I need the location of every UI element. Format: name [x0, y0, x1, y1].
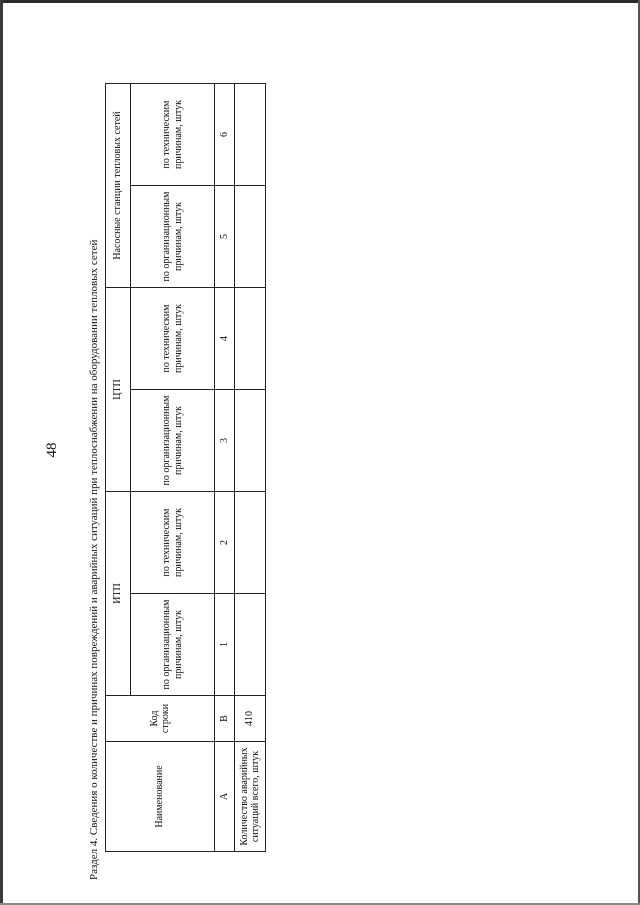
column-letter: 1	[215, 594, 235, 696]
column-letter: 5	[215, 186, 235, 288]
ctp-organizational-header: по организационным причинам, штук	[131, 390, 215, 492]
code-header: Код строки	[106, 696, 215, 742]
column-letter-row	[215, 84, 235, 852]
scan-edge-left	[0, 0, 3, 905]
value-cell	[235, 390, 266, 492]
rotated-page-content	[40, 20, 640, 880]
column-letter: 2	[215, 492, 235, 594]
column-letter: 4	[215, 288, 235, 390]
group-header-itp: ИТП	[106, 492, 131, 696]
column-letter: 6	[215, 84, 235, 186]
row-name: Количество аварийных ситуаций всего, штук	[235, 742, 266, 852]
group-header-pump-stations: Насосные станции тепловых сетей	[106, 84, 131, 288]
column-letter: 3	[215, 390, 235, 492]
page-number: 48	[44, 442, 60, 458]
value-cell	[235, 186, 266, 288]
ctp-technical-header: по техническим причинам, штук	[131, 288, 215, 390]
pump-organizational-header: по организационным причинам, штук	[131, 186, 215, 288]
column-letter: А	[215, 742, 235, 852]
value-cell	[235, 594, 266, 696]
name-header: Наименование	[106, 742, 215, 852]
value-cell	[235, 288, 266, 390]
header-row-groups	[106, 84, 131, 852]
section-title: Раздел 4. Сведения о количестве и причинах повреждений и аварийных ситуаций при теплоснабжении на оборудовании тепловых сетей	[88, 239, 100, 880]
column-letter: В	[215, 696, 235, 742]
value-cell	[235, 84, 266, 186]
itp-organizational-header: по организационным причинам, штук	[131, 594, 215, 696]
pump-technical-header: по техническим причинам, штук	[131, 84, 215, 186]
group-header-ctp: ЦТП	[106, 288, 131, 492]
table-row	[235, 84, 266, 852]
itp-technical-header: по техническим причинам, штук	[131, 492, 215, 594]
report-table	[105, 83, 266, 852]
value-cell	[235, 492, 266, 594]
scan-edge-top	[0, 0, 640, 3]
row-code: 410	[235, 696, 266, 742]
